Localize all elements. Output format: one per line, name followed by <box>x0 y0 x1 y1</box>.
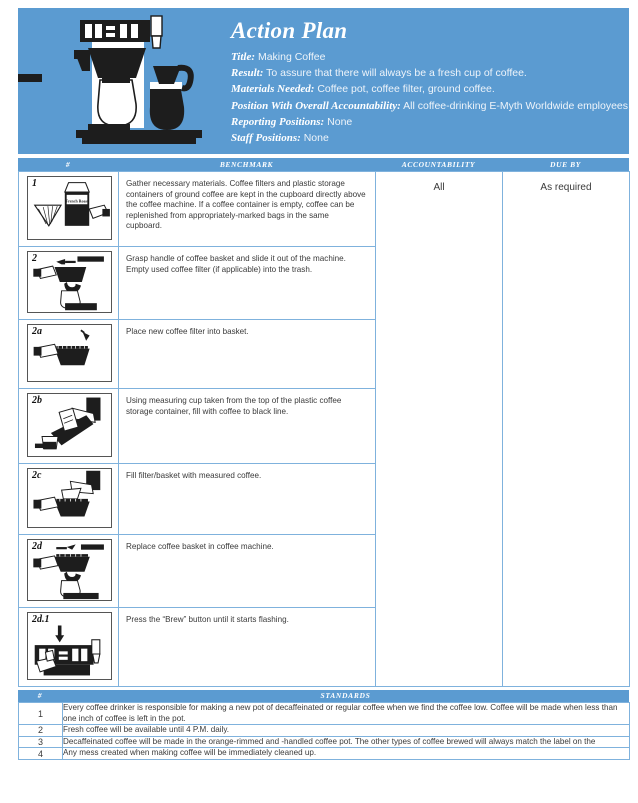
benchmark-table <box>18 171 630 687</box>
step-illustration-2a <box>27 324 112 382</box>
step-illustration-2c <box>27 468 112 528</box>
benchmark-cell-2d <box>119 535 376 608</box>
benchmark-table-header <box>18 158 629 171</box>
step-illustration-cell-2c <box>19 464 119 535</box>
list-item <box>19 736 630 748</box>
meta-value-position-accountability: All coffee-drinking E-Myth Worldwide employees. <box>403 99 631 112</box>
step-number-2d1: 2d.1 <box>32 614 50 625</box>
meta-reporting-positions <box>231 114 631 130</box>
meta-value-materials-needed: Coffee pot, coffee filter, ground coffee. <box>317 83 495 96</box>
step-illustration-2b <box>27 393 112 457</box>
standards-text-3: Decaffeinated coffee will be made in the orange-rimmed and -handled coffee pot. The other types of coffee brewed will always match the label on the <box>63 736 630 748</box>
step-illustration-cell-1 <box>19 172 119 247</box>
step-illustration-cell-2d1 <box>19 608 119 687</box>
benchmark-cell-2b <box>119 389 376 464</box>
benchmark-text-2d1: Press the “Brew” button until it starts flashing. <box>126 615 289 624</box>
step-illustration-cell-2 <box>19 247 119 320</box>
column-header-accountability: ACCOUNTABILITY <box>401 160 476 169</box>
page-title: Action Plan <box>231 18 348 43</box>
step-illustration-2d1 <box>27 612 112 680</box>
step-illustration-cell-2d <box>19 535 119 608</box>
list-item <box>19 703 630 725</box>
svg-text:French Roast: French Roast <box>65 198 89 204</box>
standards-column-header-number: # <box>37 691 43 700</box>
standards-number-1: 1 <box>19 703 63 725</box>
standards-number-3: 3 <box>19 736 63 748</box>
step-number-2: 2 <box>32 253 37 264</box>
meta-label-materials-needed: Materials Needed: <box>231 83 315 96</box>
meta-label-title: Title: <box>231 51 256 63</box>
standards-text-4: Any mess created when making coffee will be immediately cleaned up. <box>63 748 630 760</box>
meta-title <box>231 49 631 65</box>
meta-value-title: Making Coffee <box>257 51 326 63</box>
benchmark-text-2: Grasp handle of coffee basket and slide it out of the machine. Empty used coffee filter (if applicable) into the trash. <box>126 254 346 274</box>
meta-value-reporting-positions: None <box>327 115 353 128</box>
benchmark-text-2c: Fill filter/basket with measured coffee. <box>126 471 262 480</box>
standards-column-header-text: STANDARDS <box>320 691 371 700</box>
accountability-cell <box>376 172 503 687</box>
accountability-value: All <box>433 182 445 193</box>
step-number-2d: 2d <box>32 541 42 552</box>
step-illustration-1 <box>27 176 112 240</box>
due-by-cell <box>503 172 630 687</box>
benchmark-text-2a: Place new coffee filter into basket. <box>126 327 249 336</box>
due-by-value: As required <box>540 182 592 193</box>
list-item <box>19 748 630 760</box>
step-number-2c: 2c <box>32 470 42 481</box>
standards-text-2: Fresh coffee will be available until 4 P.M. daily. <box>63 725 630 737</box>
standards-text-1: Every coffee drinker is responsible for making a new pot of decaffeinated or regular coffee when we find the coffee low. Coffee will be made when less than one inch of coffee is left in the pot. <box>63 703 630 725</box>
benchmark-cell-1 <box>119 172 376 247</box>
step-illustration-cell-2a <box>19 320 119 389</box>
benchmark-text-1: Gather necessary materials. Coffee filters and plastic storage containers of ground coffee are kept in the cupboard directly above the coffee machine. If a coffee container is empty, coffee can be replenished from appropriately-marked bags in the same cupboard. <box>126 179 366 231</box>
meta-label-staff-positions: Staff Positions: <box>231 132 301 145</box>
standards-table <box>18 702 630 760</box>
step-number-2b: 2b <box>32 395 42 406</box>
column-header-number: # <box>65 160 71 169</box>
standards-number-4: 4 <box>19 748 63 760</box>
coffee-machine-illustration <box>18 8 223 154</box>
benchmark-cell-2d1 <box>119 608 376 687</box>
step-number-2a: 2a <box>32 326 42 337</box>
meta-label-result: Result: <box>231 67 264 80</box>
step-illustration-2d <box>27 539 112 601</box>
step-illustration-2 <box>27 251 112 313</box>
header-text-block <box>223 8 638 154</box>
column-header-benchmark: BENCHMARK <box>219 160 274 169</box>
benchmark-cell-2a <box>119 320 376 389</box>
meta-staff-positions <box>231 130 631 146</box>
meta-position-accountability <box>231 98 631 114</box>
benchmark-text-2b: Using measuring cup taken from the top of the plastic coffee storage container, fill with coffee to black line. <box>126 396 342 416</box>
benchmark-text-2d: Replace coffee basket in coffee machine. <box>126 542 274 551</box>
meta-materials-needed <box>231 81 631 97</box>
step-number-1: 1 <box>32 178 37 189</box>
meta-label-position-accountability: Position With Overall Accountability: <box>231 99 401 112</box>
column-header-due-by: DUE BY <box>550 160 581 169</box>
step-illustration-cell-2b <box>19 389 119 464</box>
benchmark-cell-2 <box>119 247 376 320</box>
table-row <box>19 172 630 247</box>
list-item <box>19 725 630 737</box>
meta-result <box>231 65 631 81</box>
standards-number-2: 2 <box>19 725 63 737</box>
meta-value-result: To assure that there will always be a fresh cup of coffee. <box>266 67 527 80</box>
header-banner <box>18 8 629 154</box>
benchmark-cell-2c <box>119 464 376 535</box>
meta-value-staff-positions: None <box>303 132 329 145</box>
standards-table-header <box>18 690 629 702</box>
meta-label-reporting-positions: Reporting Positions: <box>231 115 325 128</box>
